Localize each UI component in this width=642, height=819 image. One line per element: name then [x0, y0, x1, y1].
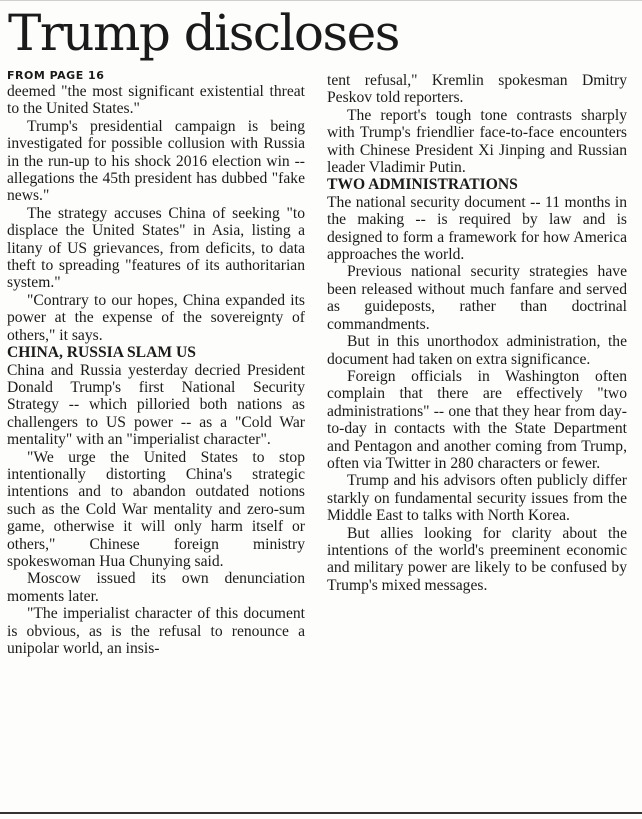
paragraph: But in this unorthodox administration, the document had taken on extra significance. — [327, 333, 627, 368]
paragraph: But allies looking for clarity about the intentions of the world's preeminent economic and military power are likely to be confused by Trump's mixed messages. — [327, 524, 627, 594]
paragraph: "Contrary to our hopes, China expanded its power at the expense of the sovereignty of others," it says. — [7, 291, 305, 344]
right-column — [327, 72, 627, 594]
subheading: TWO ADMINISTRATIONS — [327, 176, 518, 194]
headline: Trump discloses — [8, 4, 399, 62]
from-page-label: FROM PAGE 16 — [7, 69, 105, 82]
subheading: CHINA, RUSSIA SLAM US — [7, 344, 196, 362]
paragraph: deemed "the most significant existential threat to the United States." — [7, 83, 305, 118]
paragraph: China and Russia yesterday decried President Donald Trump's first National Security Strategy -- which pilloried both nations as challengers to US power -- as a "Cold War mentality" with an "imperialist character". — [7, 361, 305, 449]
paragraph: Moscow issued its own denunciation moments later. — [7, 570, 305, 605]
paragraph: The report's tough tone contrasts sharply with Trump's friendlier face-to-face encounters with Chinese President Xi Jinping and Russian leader Vladimir Putin. — [327, 106, 627, 177]
bottom-divider — [0, 812, 642, 814]
paragraph: The strategy accuses China of seeking "to displace the United States" in Asia, listing a litany of US grievances, from deficits, to data theft to spreading "features of its authoritarian system." — [7, 204, 305, 292]
paragraph: tent refusal," Kremlin spokesman Dmitry Peskov told reporters. — [327, 72, 627, 107]
paragraph: Previous national security strategies have been released without much fanfare and served as guideposts, rather than doctrinal commandments. — [327, 263, 627, 333]
paragraph: Trump and his advisors often publicly differ starkly on fundamental security issues from the Middle East to talks with North Korea. — [327, 472, 627, 525]
paragraph: The national security document -- 11 months in the making -- is required by law and is designed to form a framework for how America approaches the world. — [327, 193, 627, 264]
paragraph: Trump's presidential campaign is being investigated for possible collusion with Russia in the run-up to his shock 2016 election win -- allegations the 45th president has dubbed "fake news." — [7, 117, 305, 205]
paragraph: "We urge the United States to stop intentionally distorting China's strategic intentions and to abandon outdated notions such as the Cold War mentality and zero-sum game, otherwise it will only harm itself or others," Chinese foreign ministry spokeswoman Hua Chunying said. — [7, 448, 305, 570]
left-column — [7, 69, 305, 657]
paragraph: "The imperialist character of this document is obvious, as is the refusal to renounce a unipolar world, an insis- — [7, 605, 305, 657]
paragraph: Foreign officials in Washington often complain that there are effectively "two administrations" -- one that they hear from day-to-day in contacts with the State Department and Pentagon and another coming from Trump, often via Twitter in 280 characters or fewer. — [327, 367, 627, 472]
